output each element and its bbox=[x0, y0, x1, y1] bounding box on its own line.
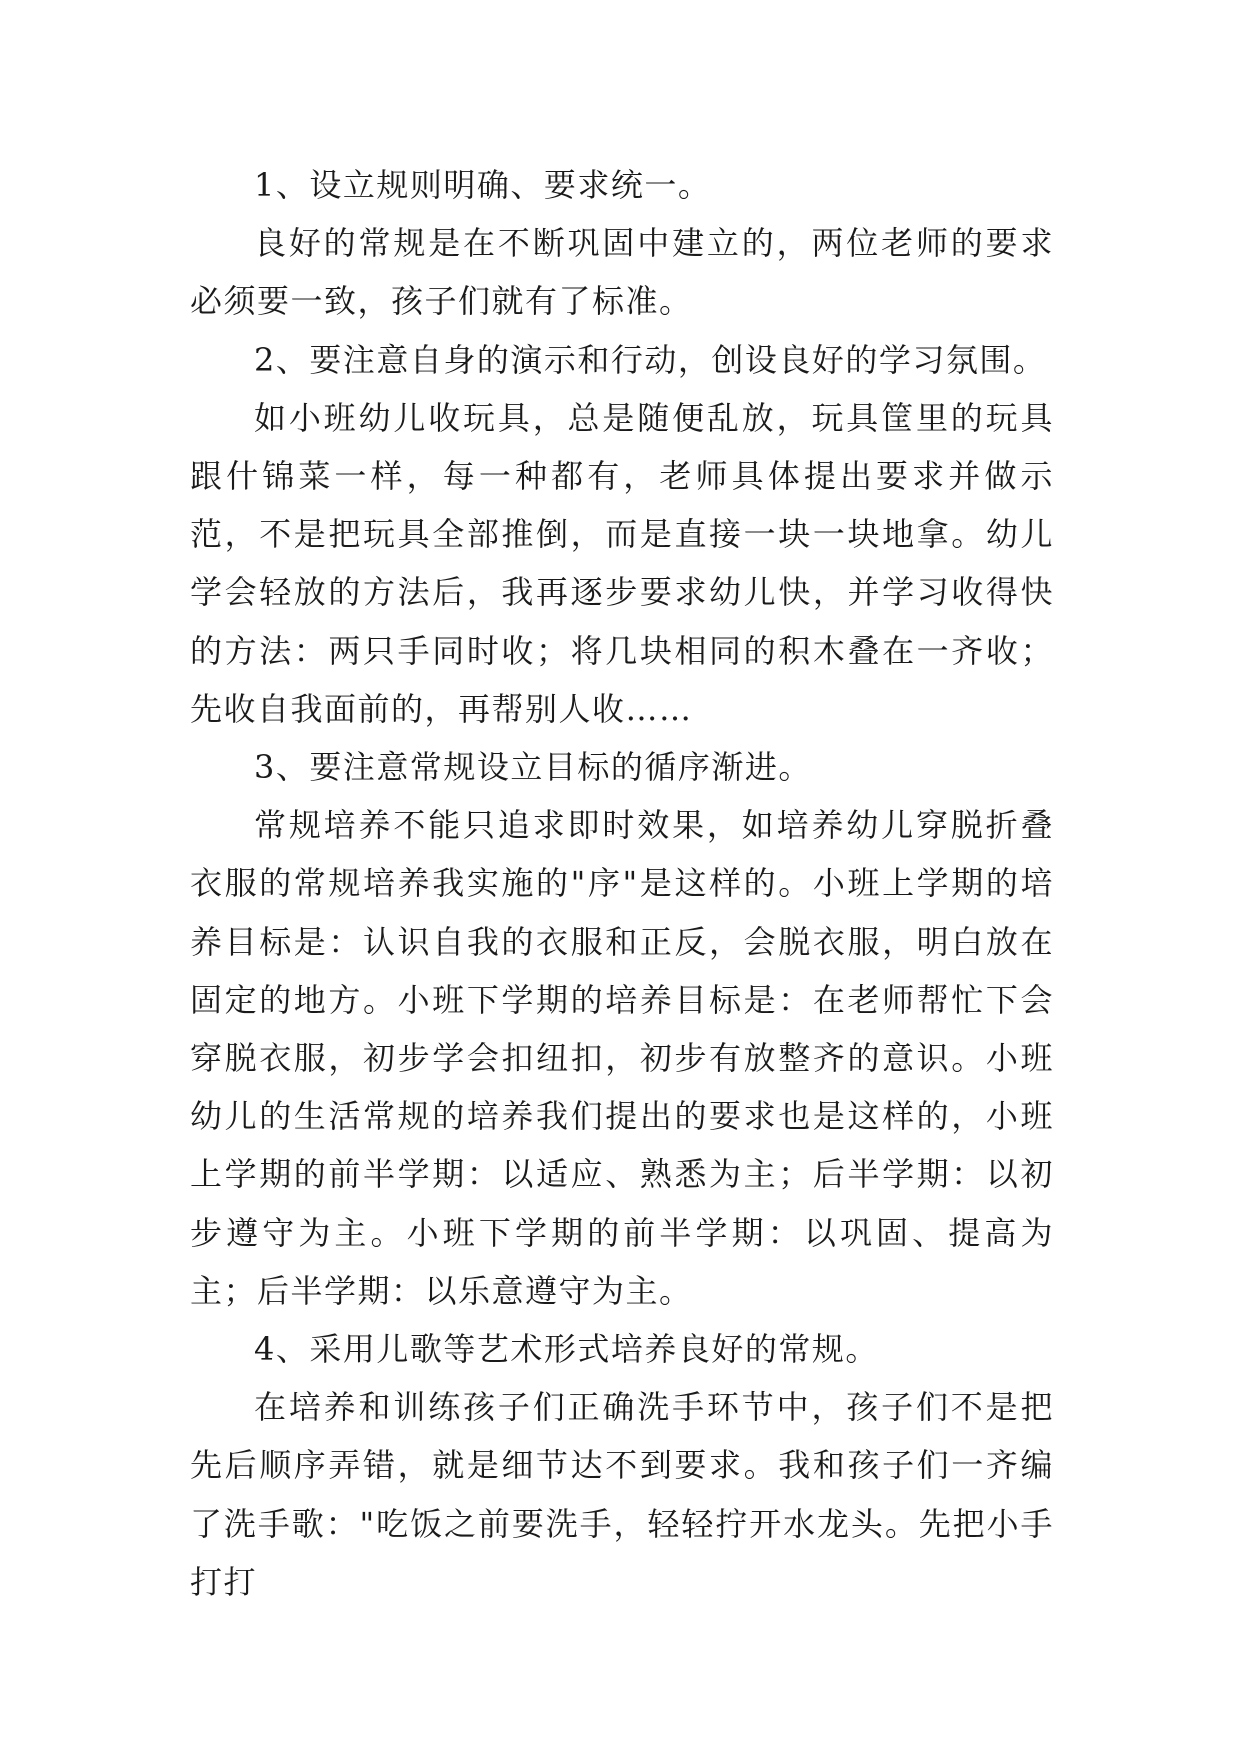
paragraph-1: 良好的常规是在不断巩固中建立的，两位老师的要求必须要一致，孩子们就有了标准。 bbox=[190, 224, 1054, 321]
paragraph-2: 如小班幼儿收玩具，总是随便乱放，玩具筐里的玩具跟什锦菜一样，每一种都有，老师具体提出要求并做示范，不是把玩具全部推倒，而是直接一块一块地拿。幼儿学会轻放的方法后，我再逐步要求幼儿快，并学习收得快的方法：两只手同时收；将几块相同的积木叠在一齐收；先收自我面前的，再帮别人收…… bbox=[190, 398, 1054, 728]
heading-rule-3: 3、要注意常规设立目标的循序渐进。 bbox=[254, 748, 812, 787]
paragraph-3: 常规培养不能只追求即时效果，如培养幼儿穿脱折叠衣服的常规培养我实施的"序"是这样的。小班上学期的培养目标是：认识自我的衣服和正反，会脱衣服，明白放在固定的地方。小班下学期的培养目标是：在老师帮忙下会穿脱衣服，初步学会扣纽扣，初步有放整齐的意识。小班幼儿的生活常规的培养我们提出的要求也是这样的，小班上学期的前半学期：以适应、熟悉为主；后半学期：以初步遵守为主。小班下学期的前半学期：以巩固、提高为主；后半学期：以乐意遵守为主。 bbox=[190, 806, 1054, 1310]
heading-rule-4: 4、采用儿歌等艺术形式培养良好的常规。 bbox=[254, 1330, 879, 1369]
heading-rule-2: 2、要注意自身的演示和行动，创设良好的学习氛围。 bbox=[254, 340, 1047, 379]
paragraph-4: 在培养和训练孩子们正确洗手环节中，孩子们不是把先后顺序弄错，就是细节达不到要求。我和孩子们一齐编了洗手歌："吃饭之前要洗手，轻轻拧开水龙头。先把小手打打 bbox=[190, 1388, 1054, 1601]
heading-rule-1: 1、设立规则明确、要求统一。 bbox=[254, 166, 712, 204]
document-body bbox=[190, 156, 1054, 1611]
